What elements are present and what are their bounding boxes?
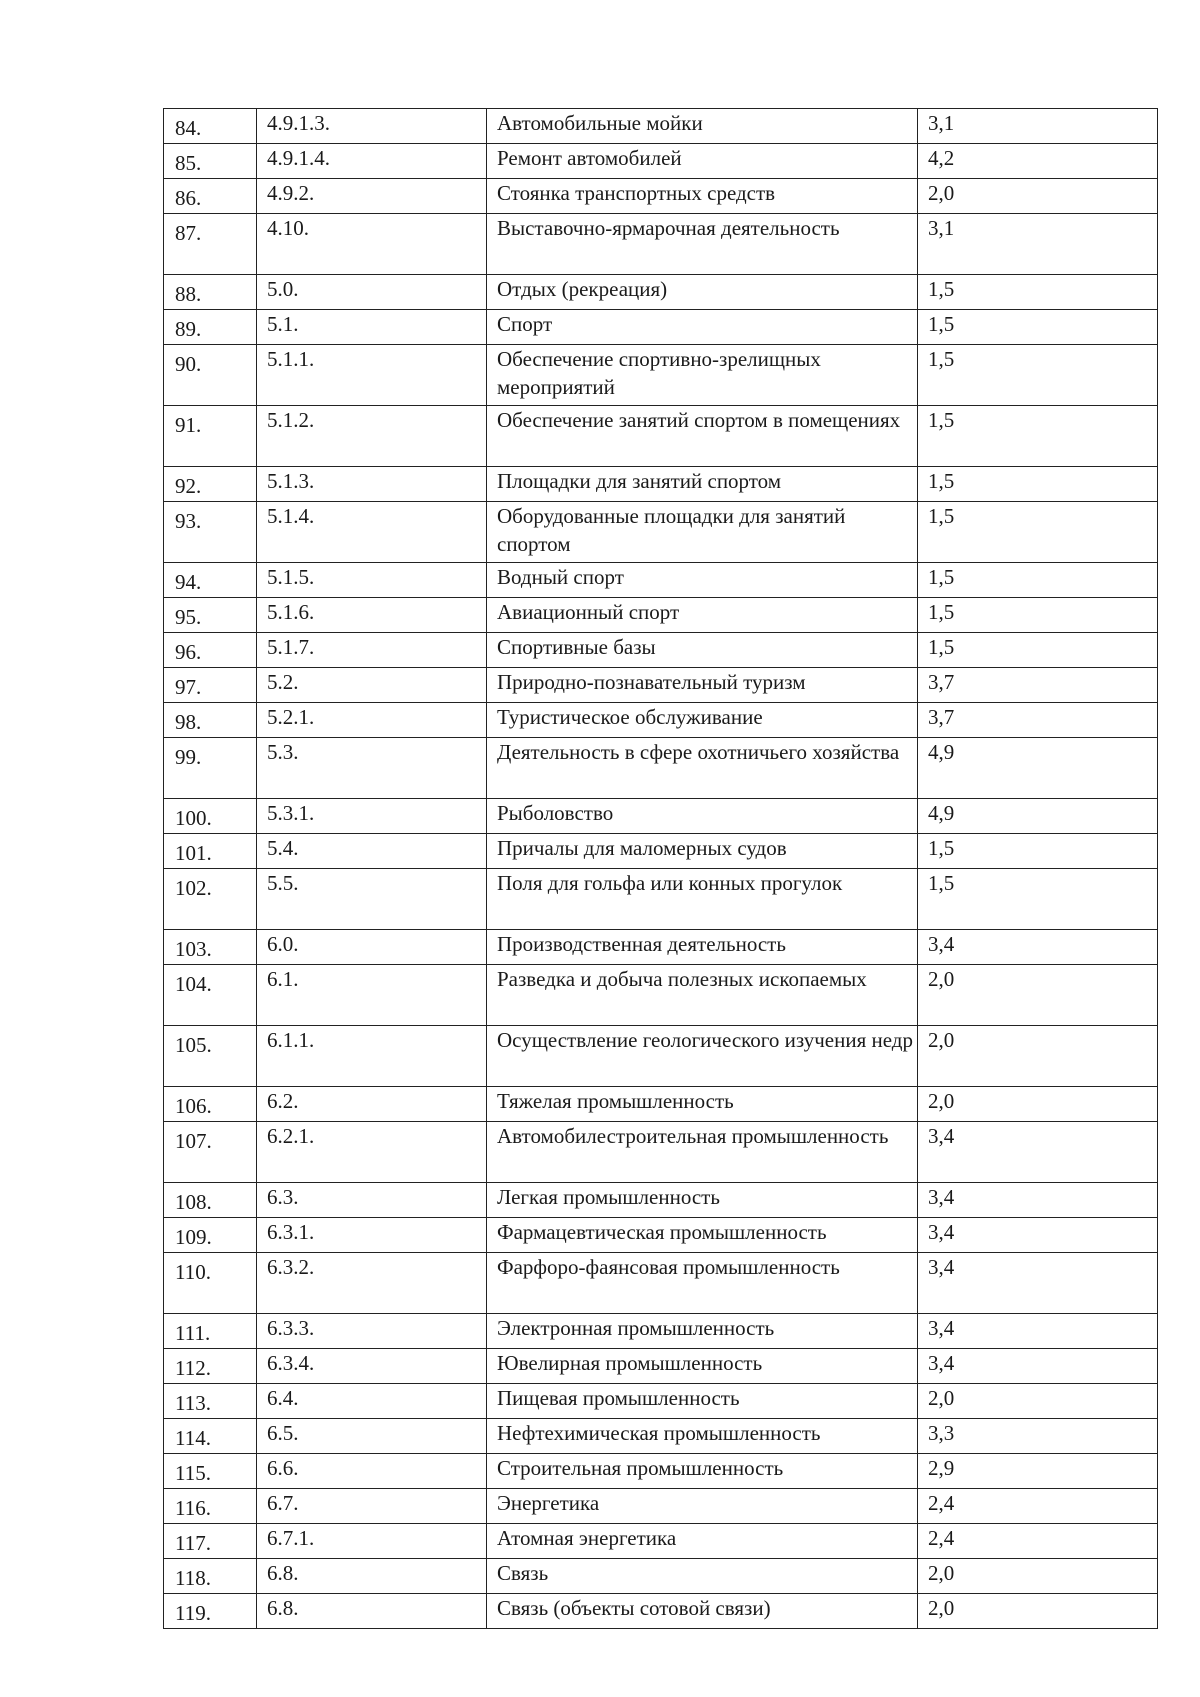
row-value-cell: 2,9 xyxy=(918,1454,1158,1489)
row-name-cell: Разведка и добыча полезных ископаемых xyxy=(487,965,918,1026)
row-name-cell: Спортивные базы xyxy=(487,633,918,668)
table-row xyxy=(164,633,1158,668)
row-name-cell: Легкая промышленность xyxy=(487,1183,918,1218)
row-number-cell: 108. xyxy=(164,1183,257,1218)
row-value-cell: 2,0 xyxy=(918,1087,1158,1122)
row-name-cell: Пищевая промышленность xyxy=(487,1384,918,1419)
row-value-cell: 1,5 xyxy=(918,502,1158,563)
row-code-cell: 6.3. xyxy=(257,1183,487,1218)
row-code-cell: 6.5. xyxy=(257,1419,487,1454)
row-value-cell: 3,4 xyxy=(918,1349,1158,1384)
table-row xyxy=(164,144,1158,179)
row-number-cell: 88. xyxy=(164,275,257,310)
row-code-cell: 5.0. xyxy=(257,275,487,310)
row-value-cell: 2,0 xyxy=(918,1594,1158,1629)
row-code-cell: 5.1.2. xyxy=(257,406,487,467)
row-name-cell: Осуществление геологического изучения недр xyxy=(487,1026,918,1087)
table-row xyxy=(164,1559,1158,1594)
row-number-cell: 90. xyxy=(164,345,257,406)
row-name-cell: Автомобильные мойки xyxy=(487,109,918,144)
row-code-cell: 6.8. xyxy=(257,1559,487,1594)
row-code-cell: 5.1.5. xyxy=(257,563,487,598)
row-name-cell: Туристическое обслуживание xyxy=(487,703,918,738)
row-name-cell: Стоянка транспортных средств xyxy=(487,179,918,214)
row-number-cell: 105. xyxy=(164,1026,257,1087)
table-row xyxy=(164,965,1158,1026)
row-code-cell: 6.7.1. xyxy=(257,1524,487,1559)
row-name-cell: Водный спорт xyxy=(487,563,918,598)
row-code-cell: 6.4. xyxy=(257,1384,487,1419)
row-code-cell: 6.3.4. xyxy=(257,1349,487,1384)
row-number-cell: 85. xyxy=(164,144,257,179)
row-number-cell: 98. xyxy=(164,703,257,738)
row-number-cell: 113. xyxy=(164,1384,257,1419)
row-name-cell: Рыболовство xyxy=(487,799,918,834)
row-name-cell: Атомная энергетика xyxy=(487,1524,918,1559)
row-value-cell: 3,4 xyxy=(918,930,1158,965)
row-name-cell: Электронная промышленность xyxy=(487,1314,918,1349)
row-code-cell: 6.3.2. xyxy=(257,1253,487,1314)
row-number-cell: 94. xyxy=(164,563,257,598)
table-row xyxy=(164,179,1158,214)
row-number-cell: 117. xyxy=(164,1524,257,1559)
row-number-cell: 114. xyxy=(164,1419,257,1454)
row-code-cell: 5.1.4. xyxy=(257,502,487,563)
row-value-cell: 2,0 xyxy=(918,1026,1158,1087)
row-code-cell: 5.1.1. xyxy=(257,345,487,406)
table-row xyxy=(164,703,1158,738)
row-number-cell: 100. xyxy=(164,799,257,834)
row-code-cell: 5.2. xyxy=(257,668,487,703)
table-row xyxy=(164,1183,1158,1218)
table-row xyxy=(164,930,1158,965)
row-name-cell: Нефтехимическая промышленность xyxy=(487,1419,918,1454)
row-value-cell: 3,4 xyxy=(918,1253,1158,1314)
row-name-cell: Природно-познавательный туризм xyxy=(487,668,918,703)
row-number-cell: 104. xyxy=(164,965,257,1026)
table-row xyxy=(164,1026,1158,1087)
table-row xyxy=(164,563,1158,598)
coefficients-table xyxy=(163,108,1158,1629)
table-row xyxy=(164,834,1158,869)
table-row xyxy=(164,310,1158,345)
row-number-cell: 115. xyxy=(164,1454,257,1489)
table-row xyxy=(164,1594,1158,1629)
row-number-cell: 107. xyxy=(164,1122,257,1183)
row-code-cell: 5.1.7. xyxy=(257,633,487,668)
row-name-cell: Авиационный спорт xyxy=(487,598,918,633)
row-number-cell: 97. xyxy=(164,668,257,703)
row-code-cell: 6.3.3. xyxy=(257,1314,487,1349)
row-value-cell: 4,9 xyxy=(918,738,1158,799)
row-code-cell: 6.2.1. xyxy=(257,1122,487,1183)
row-code-cell: 6.2. xyxy=(257,1087,487,1122)
row-value-cell: 1,5 xyxy=(918,275,1158,310)
row-code-cell: 4.9.1.4. xyxy=(257,144,487,179)
row-value-cell: 2,0 xyxy=(918,965,1158,1026)
row-value-cell: 2,0 xyxy=(918,179,1158,214)
row-value-cell: 2,4 xyxy=(918,1489,1158,1524)
row-name-cell: Связь xyxy=(487,1559,918,1594)
row-name-cell: Выставочно-ярмарочная деятельность xyxy=(487,214,918,275)
row-value-cell: 3,4 xyxy=(918,1314,1158,1349)
row-name-cell: Ремонт автомобилей xyxy=(487,144,918,179)
row-code-cell: 6.3.1. xyxy=(257,1218,487,1253)
row-value-cell: 3,4 xyxy=(918,1218,1158,1253)
row-value-cell: 3,7 xyxy=(918,668,1158,703)
row-value-cell: 1,5 xyxy=(918,869,1158,930)
row-value-cell: 3,7 xyxy=(918,703,1158,738)
row-value-cell: 1,5 xyxy=(918,467,1158,502)
table-row xyxy=(164,738,1158,799)
table-row xyxy=(164,467,1158,502)
row-name-cell: Производственная деятельность xyxy=(487,930,918,965)
row-name-cell: Тяжелая промышленность xyxy=(487,1087,918,1122)
row-code-cell: 5.2.1. xyxy=(257,703,487,738)
row-number-cell: 103. xyxy=(164,930,257,965)
row-number-cell: 116. xyxy=(164,1489,257,1524)
row-value-cell: 4,2 xyxy=(918,144,1158,179)
row-value-cell: 3,4 xyxy=(918,1183,1158,1218)
row-code-cell: 6.0. xyxy=(257,930,487,965)
row-name-cell: Ювелирная промышленность xyxy=(487,1349,918,1384)
table-body xyxy=(164,109,1158,1629)
row-number-cell: 119. xyxy=(164,1594,257,1629)
row-code-cell: 4.9.1.3. xyxy=(257,109,487,144)
row-name-cell: Деятельность в сфере охотничьего хозяйства xyxy=(487,738,918,799)
row-value-cell: 1,5 xyxy=(918,310,1158,345)
row-value-cell: 3,4 xyxy=(918,1122,1158,1183)
row-value-cell: 1,5 xyxy=(918,834,1158,869)
row-name-cell: Причалы для маломерных судов xyxy=(487,834,918,869)
table-row xyxy=(164,598,1158,633)
row-value-cell: 1,5 xyxy=(918,345,1158,406)
row-value-cell: 1,5 xyxy=(918,406,1158,467)
table-row xyxy=(164,406,1158,467)
row-name-cell: Оборудованные площадки для занятий спортом xyxy=(487,502,918,563)
table-row xyxy=(164,1419,1158,1454)
row-code-cell: 4.10. xyxy=(257,214,487,275)
row-value-cell: 3,1 xyxy=(918,109,1158,144)
row-code-cell: 6.6. xyxy=(257,1454,487,1489)
row-value-cell: 1,5 xyxy=(918,633,1158,668)
row-name-cell: Фармацевтическая промышленность xyxy=(487,1218,918,1253)
row-name-cell: Связь (объекты сотовой связи) xyxy=(487,1594,918,1629)
table-row xyxy=(164,109,1158,144)
row-code-cell: 5.5. xyxy=(257,869,487,930)
row-number-cell: 110. xyxy=(164,1253,257,1314)
row-value-cell: 3,1 xyxy=(918,214,1158,275)
table-row xyxy=(164,1489,1158,1524)
row-number-cell: 92. xyxy=(164,467,257,502)
table-row xyxy=(164,1253,1158,1314)
table-row xyxy=(164,869,1158,930)
row-code-cell: 6.7. xyxy=(257,1489,487,1524)
row-number-cell: 109. xyxy=(164,1218,257,1253)
row-value-cell: 2,0 xyxy=(918,1384,1158,1419)
table-row xyxy=(164,275,1158,310)
row-number-cell: 111. xyxy=(164,1314,257,1349)
row-value-cell: 1,5 xyxy=(918,563,1158,598)
row-number-cell: 102. xyxy=(164,869,257,930)
table-row xyxy=(164,1314,1158,1349)
table-row xyxy=(164,1524,1158,1559)
row-number-cell: 91. xyxy=(164,406,257,467)
table-row xyxy=(164,1218,1158,1253)
row-name-cell: Спорт xyxy=(487,310,918,345)
row-code-cell: 4.9.2. xyxy=(257,179,487,214)
table-row xyxy=(164,1454,1158,1489)
row-number-cell: 84. xyxy=(164,109,257,144)
row-name-cell: Фарфоро-фаянсовая промышленность xyxy=(487,1253,918,1314)
row-code-cell: 6.1.1. xyxy=(257,1026,487,1087)
row-value-cell: 2,4 xyxy=(918,1524,1158,1559)
table-row xyxy=(164,502,1158,563)
row-number-cell: 118. xyxy=(164,1559,257,1594)
table-row xyxy=(164,1122,1158,1183)
row-value-cell: 2,0 xyxy=(918,1559,1158,1594)
row-name-cell: Автомобилестроительная промышленность xyxy=(487,1122,918,1183)
row-number-cell: 96. xyxy=(164,633,257,668)
row-code-cell: 6.8. xyxy=(257,1594,487,1629)
table-row xyxy=(164,1087,1158,1122)
row-name-cell: Поля для гольфа или конных прогулок xyxy=(487,869,918,930)
row-name-cell: Энергетика xyxy=(487,1489,918,1524)
row-code-cell: 5.1. xyxy=(257,310,487,345)
row-name-cell: Отдых (рекреация) xyxy=(487,275,918,310)
table-row xyxy=(164,345,1158,406)
row-number-cell: 112. xyxy=(164,1349,257,1384)
row-code-cell: 5.1.6. xyxy=(257,598,487,633)
row-name-cell: Площадки для занятий спортом xyxy=(487,467,918,502)
table-row xyxy=(164,1384,1158,1419)
table-row xyxy=(164,799,1158,834)
row-number-cell: 86. xyxy=(164,179,257,214)
row-value-cell: 4,9 xyxy=(918,799,1158,834)
table-row xyxy=(164,1349,1158,1384)
table-row xyxy=(164,214,1158,275)
row-name-cell: Строительная промышленность xyxy=(487,1454,918,1489)
row-value-cell: 3,3 xyxy=(918,1419,1158,1454)
row-value-cell: 1,5 xyxy=(918,598,1158,633)
row-number-cell: 93. xyxy=(164,502,257,563)
row-name-cell: Обеспечение спортивно-зрелищных мероприятий xyxy=(487,345,918,406)
row-number-cell: 89. xyxy=(164,310,257,345)
row-code-cell: 5.3. xyxy=(257,738,487,799)
row-code-cell: 5.1.3. xyxy=(257,467,487,502)
row-code-cell: 6.1. xyxy=(257,965,487,1026)
row-number-cell: 95. xyxy=(164,598,257,633)
row-number-cell: 99. xyxy=(164,738,257,799)
row-name-cell: Обеспечение занятий спортом в помещениях xyxy=(487,406,918,467)
row-code-cell: 5.3.1. xyxy=(257,799,487,834)
row-number-cell: 87. xyxy=(164,214,257,275)
row-number-cell: 101. xyxy=(164,834,257,869)
row-number-cell: 106. xyxy=(164,1087,257,1122)
row-code-cell: 5.4. xyxy=(257,834,487,869)
table-row xyxy=(164,668,1158,703)
